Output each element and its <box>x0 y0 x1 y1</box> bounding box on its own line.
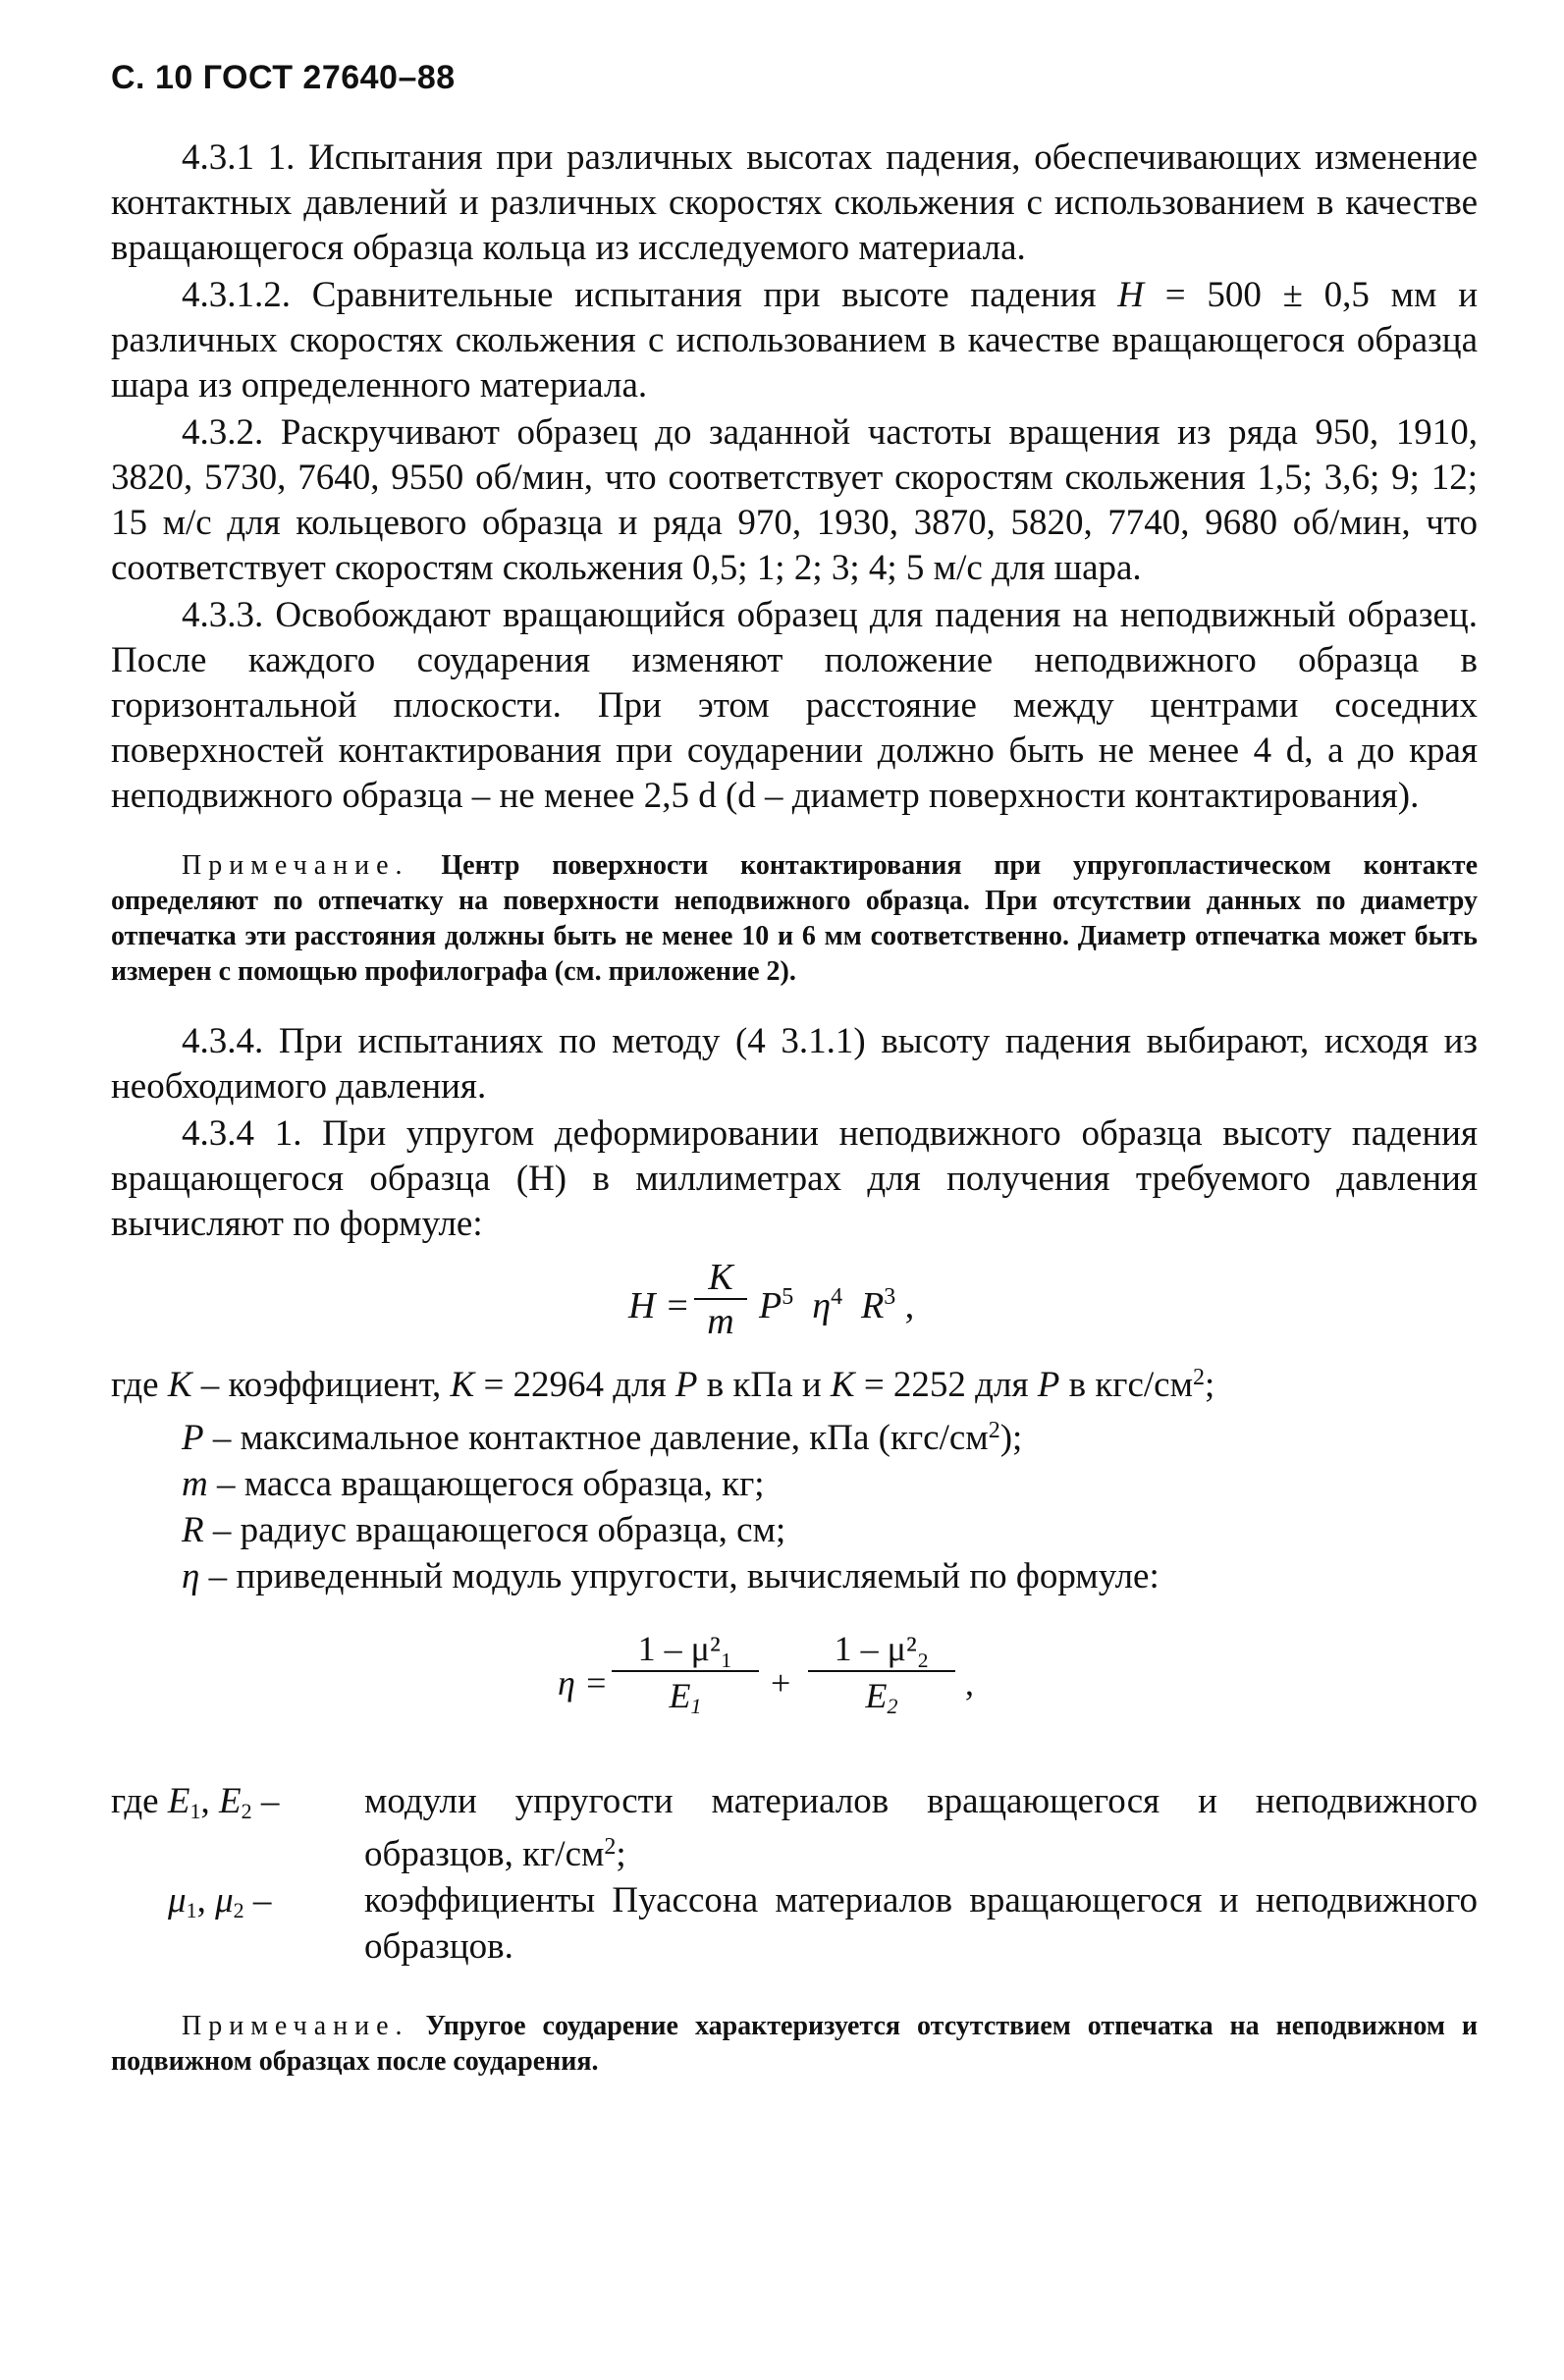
formula-reduced-modulus: η = 1 – μ²₁ $E_1$ + 1 – μ²₂ $E_2$ , <box>111 1617 1478 1745</box>
def-m: m – масса вращающегося образца, кг; <box>182 1464 765 1504</box>
paragraph-4-3-3: 4.3.3. Освобождают вращающийся образец для падения на неподвижный образец. После каждого соударения изменяют положение неподвижного образца в горизонтальной плоскости. При этом расстояние между центрами соседних поверхностей контактирования при соударении должно быть не менее 4 d, а до края неподвижного образца – не менее 2,5 d (d – диаметр поверхности контактирования). <box>111 595 1478 816</box>
paragraph-4-3-1-2: 4.3.1.2. Сравнительные испытания при высоте падения H = 500 ± 0,5 мм и различных скоростях скольжения с использованием в качестве вращающегося образца шара из определенного материала. <box>111 275 1478 406</box>
def-p: P – максимальное контактное давление, кПа $(кгс/см^2)$; <box>182 1418 1023 1458</box>
fraction-2: 1 – μ²₂ $E_2$ <box>808 1627 955 1730</box>
paragraph-4-3-1-1: 4.3.1 1. Испытания при различных высотах падения, обеспечивающих изменение контактных давлений и различных скоростях скольжения с использованием в качестве вращающегося образца кольца из исследуемого материала. <box>111 137 1478 268</box>
note-elastic-impact: Примечание. Упругое соударение характеризуется отсутствием отпечатка на неподвижном и подвижном образцах после соударения. <box>111 2011 1478 2077</box>
formula2-definitions <box>111 1778 1478 1970</box>
paragraph-4-3-4: 4.3.4. При испытаниях по методу (4 3.1.1) высоту падения выбирают, исходя из необходимого давления. <box>111 1021 1478 1107</box>
formula-definitions <box>111 1355 1478 1599</box>
paragraph-4-3-2: 4.3.2. Раскручивают образец до заданной частоты вращения из ряда 950, 1910, 3820, 5730, 7640, 9550 об/мин, что соответствует скоростям скольжения 1,5; 3,6; 9; 12; 15 м/с для кольцевого образца и ряда 970, 1930, 3870, 5820, 7740, 9680 об/мин, что соответствует скоростям скольжения 0,5; 1; 2; 3; 4; 5 м/с для шара. <box>111 412 1478 588</box>
def-eta: η – приведенный модуль упругости, вычисляемый по формуле: <box>182 1556 1160 1596</box>
document-body <box>111 135 1478 2080</box>
note-contact-center: Примечание. Центр поверхности контактирования при упругопластическом контакте определяют по отпечатку на поверхности неподвижного образца. При отсутствии данных по диаметру отпечатка эти расстояния должны быть не менее 10 и 6 мм соответственно. Диаметр отпечатка может быть измерен с помощью профилографа (см. приложение 2). <box>111 850 1478 987</box>
paragraph-4-3-4-1: 4.3.4 1. При упругом деформировании неподвижного образца высоту падения вращающегося образца (H) в миллиметрах для получения требуемого давления вычисляют по формуле: <box>111 1113 1478 1244</box>
def-e: где $E_1$, $E_2$ – модули упругости материалов вращающегося и неподвижного образцов, $кг/см^2$; <box>111 1781 1478 1874</box>
fraction-k-over-m: K m <box>690 1257 751 1343</box>
formula-drop-height: H = K m $P^5$ $\eta^4$ $R^3$ , <box>628 1257 915 1342</box>
fraction-1: 1 – μ²₁ $E_1$ <box>612 1627 759 1730</box>
def-mu: $\mu_1$, $\mu_2$ – коэффициенты Пуассона материалов вращающегося и неподвижного образцов. <box>168 1880 1478 1967</box>
def-k: где K – коэффициент, K = 22964 для P в кПа и K = 2252 для P в кгс/$см^2$; <box>111 1365 1215 1405</box>
def-r: R – радиус вращающегося образца, см; <box>182 1510 786 1550</box>
page-header: С. 10 ГОСТ 27640–88 <box>111 59 456 96</box>
